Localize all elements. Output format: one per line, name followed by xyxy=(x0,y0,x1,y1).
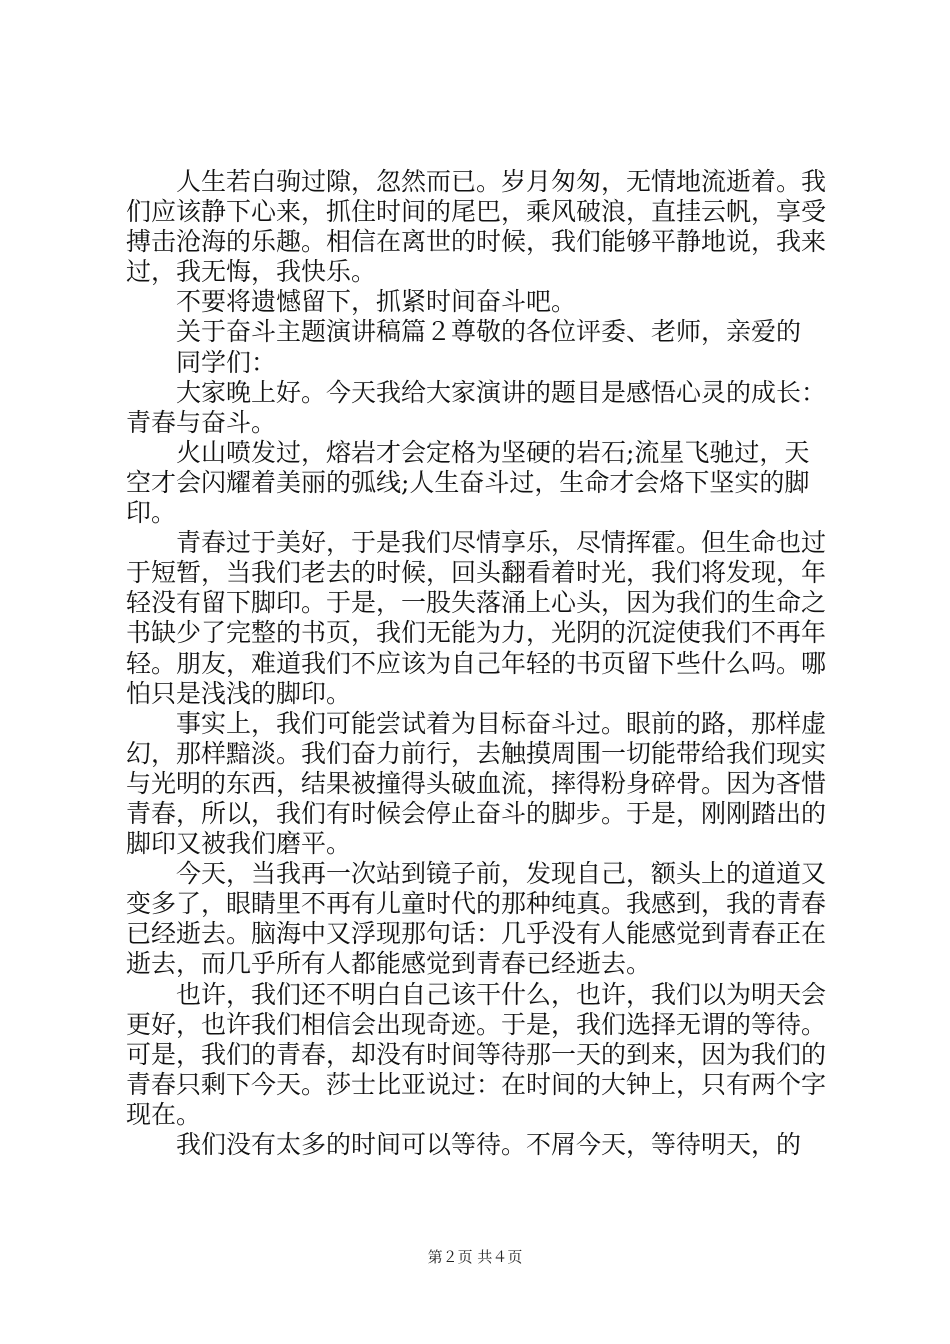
paragraph-2: 不要将遗憾留下，抓紧时间奋斗吧。 xyxy=(176,287,577,317)
paragraph-5: 大家晚上好。今天我给大家演讲的题目是感悟心灵的成长：青春与奋斗。 xyxy=(126,377,827,437)
paragraph-3: 关于奋斗主题演讲稿篇２尊敬的各位评委、老师，亲爱的 xyxy=(176,317,802,347)
paragraph-4: 同学们： xyxy=(176,347,277,377)
paragraph-8: 事实上，我们可能尝试着为目标奋斗过。眼前的路，那样虚幻，那样黯淡。我们奋力前行，去触摸周围一切能带给我们现实与光明的东西，结果被撞得头破血流，摔得粉身碎骨。因为吝惜青春，所以，我们有时候会停止奋斗的脚步。于是，刚刚踏出的脚印又被我们磨平。 xyxy=(126,708,827,859)
document-body xyxy=(126,167,831,1160)
paragraph-10: 也许，我们还不明白自己该干什么，也许，我们以为明天会更好，也许我们相信会出现奇迹。于是，我们选择无谓的等待。可是，我们的青春，却没有时间等待那一天的到来，因为我们的青春只剩下今天。莎士比亚说过：在时间的大钟上，只有两个字现在。 xyxy=(126,979,827,1129)
paragraph-11: 我们没有太多的时间可以等待。不屑今天，等待明天，的 xyxy=(176,1130,802,1159)
paragraph-7: 青春过于美好，于是我们尽情享乐，尽情挥霍。但生命也过于短暂，当我们老去的时候，回头翻看着时光，我们将发现，年轻没有留下脚印。于是，一股失落涌上心头，因为我们的生命之书缺少了完整的书页，我们无能为力，光阴的沉淀使我们不再年轻。朋友，难道我们不应该为自己年轻的书页留下些什么吗。哪怕只是浅浅的脚印。 xyxy=(126,528,827,708)
paragraph-1: 人生若白驹过隙，忽然而已。岁月匆匆，无情地流逝着。我们应该静下心来，抓住时间的尾巴，乘风破浪，直挂云帆，享受搏击沧海的乐趣。相信在离世的时候，我们能够平静地说，我来过，我无悔，我快乐。 xyxy=(126,167,827,287)
paragraph-9: 今天，当我再一次站到镜子前，发现自己，额头上的道道又变多了，眼睛里不再有儿童时代的那种纯真。我感到，我的青春已经逝去。脑海中又浮现那句话：几乎没有人能感觉到青春正在逝去，而几乎所有人都能感觉到青春已经逝去。 xyxy=(126,859,827,979)
paragraph-6: 火山喷发过，熔岩才会定格为坚硬的岩石;流星飞驰过，天空才会闪耀着美丽的弧线;人生奋斗过，生命才会烙下坚实的脚印。 xyxy=(126,437,810,528)
page-number-footer: 第２页 共４页 xyxy=(427,1248,523,1266)
